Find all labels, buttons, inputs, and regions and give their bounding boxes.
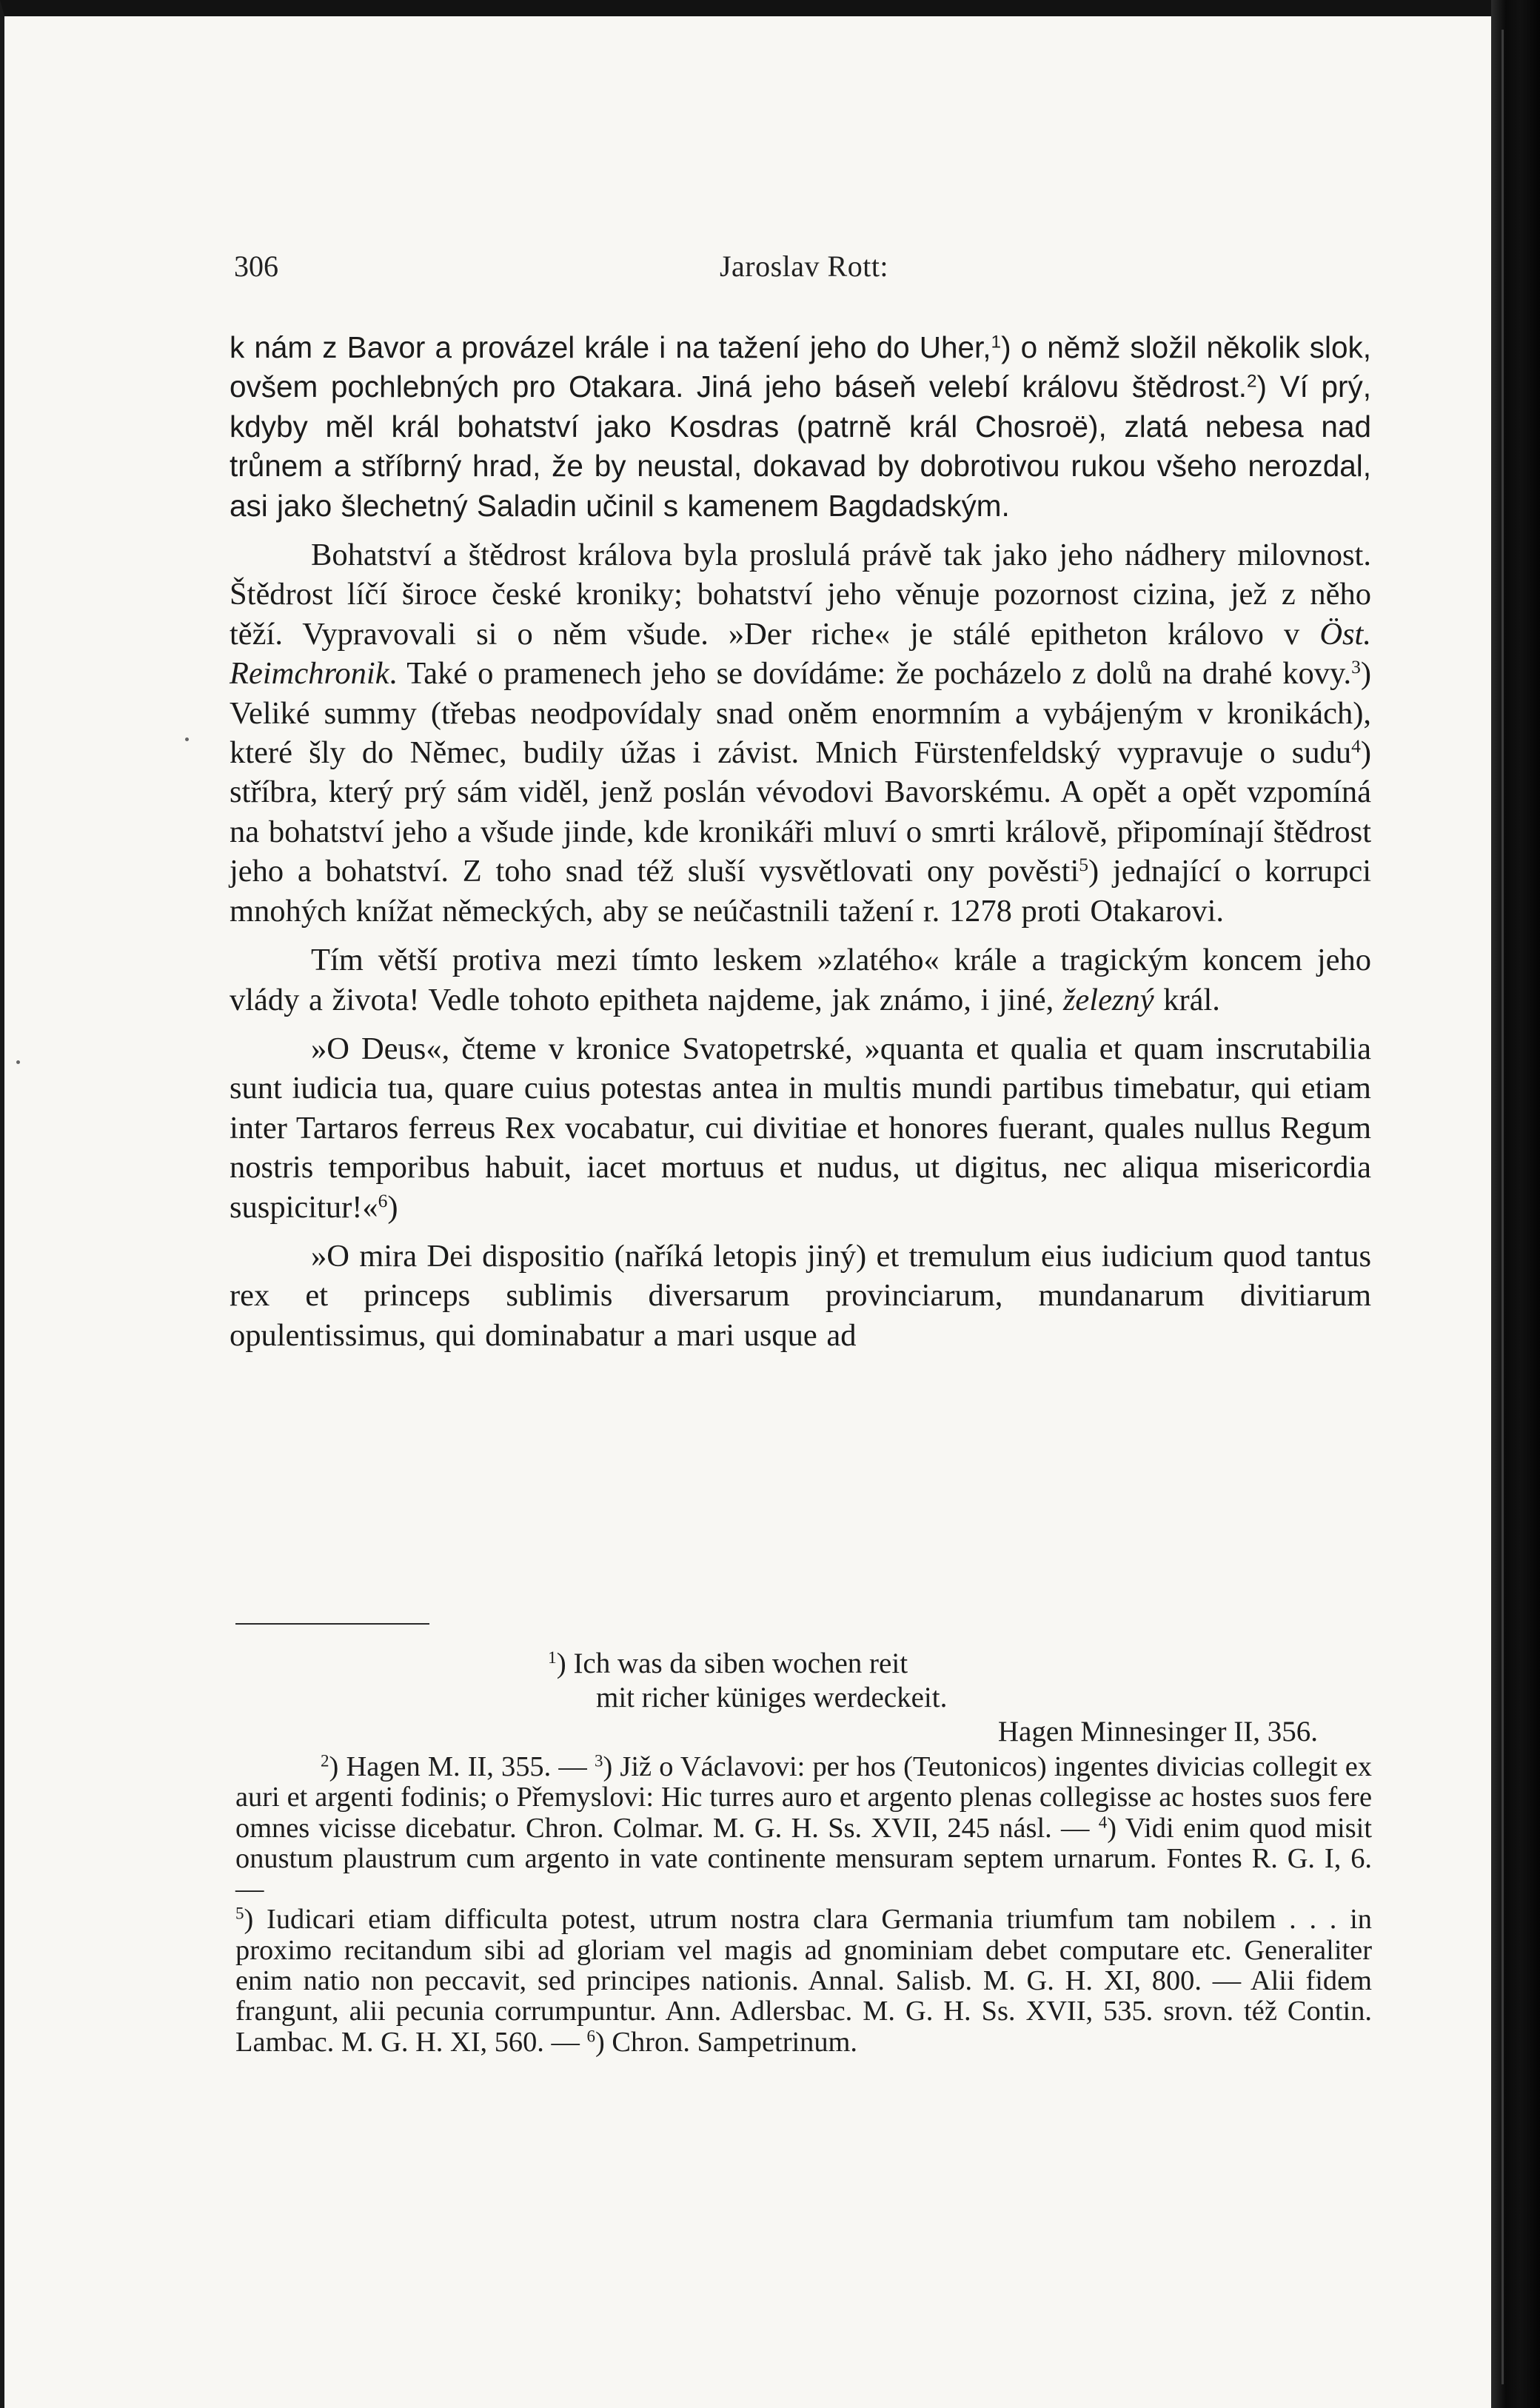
footnote-ref: 2 (1247, 372, 1257, 392)
paragraph-2 (230, 535, 1371, 931)
text-run: »O mira Dei dispositio (naříká letopis jiný) et tremulum eius iudicium quod tantus rex et princeps sublimis diversarum provinciarum, mundanarum divitiarum opulentissimus, qui dominabatur a mari usque ad (230, 1238, 1371, 1353)
italic-title: Öst. Reimchronik (230, 616, 1371, 692)
book-spine-edge (1491, 0, 1540, 2408)
footnote-number: 4 (1098, 1811, 1108, 1831)
text-run: Tím větší protiva mezi tímto leskem »zlatého« krále a tragickým koncem jeho vlády a života! Vedle tohoto epitheta najdeme, jak známo, i jiné, (230, 943, 1371, 1017)
footnotes-block (235, 1752, 1372, 2058)
main-text (230, 328, 1371, 1355)
scan-speck (16, 1060, 20, 1064)
text-run: ) jednající o korrupci mnohých knížat německých, aby se neúčastnili tažení r. 1278 proti Otakarovi. (230, 854, 1372, 929)
footnote-ref: 5 (1079, 854, 1089, 876)
text-run: Bohatství a štědrost králova byla proslulá právě tak jako jeho nádhery milovnost. Štědrost líčí široce české kroniky; bohatství jeho věnuje pozornost cizina, jež z něho těží. Vypravovali si o něm všude. »Der riche« je stálé epitheton královo v (230, 538, 1371, 652)
footnote-verse-line (548, 1647, 1318, 1681)
paragraph-4 (230, 1029, 1371, 1227)
footnote-number: 2 (321, 1750, 329, 1770)
text-run: ) Vidi enim quod misit onustum plaustrum cum argento in vate continente mensuram septem urnarum. Fontes R. G. I, 6. — (235, 1812, 1372, 1905)
page-header (234, 249, 1374, 284)
footnote-source: Hagen Minnesinger II, 356. (997, 1716, 1318, 1748)
page-edge-line (1502, 30, 1504, 2384)
text-run: ) stříbra, který prý sám viděl, jenž poslán vévodovi Bavorskému. A opět a opět vzpomíná na bohatství jeho a všude jinde, kde kronikáři mluví o smrti královĕ, připomínají štědrost jeho a bohatství. Z toho snad též sluší vysvětlovati ony pověsti (230, 735, 1371, 889)
footnote-ref: 3 (1351, 656, 1361, 678)
footnote-number: 3 (594, 1750, 603, 1770)
text-run: ) Veliké summy (třebas neodpovídaly snad oněm enormním a vybájeným v kronikách), které šly do Němec, budily úžas i závist. Mnich Fürstenfeldský vypravuje o sudu (230, 656, 1371, 771)
footnote-ref: 6 (378, 1189, 388, 1211)
text-run: ) Již o Václavovi: per hos (Teutonicos) ingentes divicias collegit ex auri et argenti fodinis; o Přemyslovi: Hic turres auro et argento plenas collegisse ac hostes suos fere omnes vicisse dicebatur. Chron. Colmar. M. G. H. Ss. XVII, 245 násl. — (235, 1751, 1372, 1844)
text-run: ) Ví prý, kdyby měl král bohatství jako Kosdras (patrně král Chosroë), zlatá nebesa nad trůnem a stříbrný hrad, že by neustal, dokavad by dobrotivou rukou všeho nerozdal, asi jako šlechetný Saladin učinil s kamenem Bagdadským. (230, 369, 1371, 523)
running-title: Jaroslav Rott: (719, 250, 889, 283)
text-run: král. (1163, 982, 1220, 1017)
paragraph-5 (230, 1237, 1371, 1355)
text-run: ) Ich was da siben wochen reit (556, 1648, 908, 1679)
footnote-number: 1 (548, 1648, 557, 1668)
text-run: ) o němž složil několik slok, ovšem pochlebných pro Otakara. Jiná jeho báseň velebí královu štědrost. (230, 330, 1371, 404)
footnote-number: 5 (235, 1903, 244, 1923)
text-run: ) Iudicari etiam difficulta potest, utrum nostra clara Germania triumfum tam nobilem . . . in proximo recitandum sibi ad gloriam vel magis ad gnominiam debet computare etc. Generaliter enim natio non peccavit, sed principes nationis. Annal. Salisb. M. G. H. XI, 800. — Alii fidem frangunt, alii pecunia corrumpuntur. Ann. Adlersbac. M. G. H. Ss. XVII, 535. srovn. též Contin. Lambac. M. G. H. XI, 560. — (235, 1904, 1372, 2058)
footnote-separator (235, 1623, 429, 1625)
footnote-verse-line: mit richer küniges werdeckeit. (596, 1682, 948, 1713)
paragraph-3 (230, 940, 1371, 1020)
page-number: 306 (234, 250, 278, 283)
text-run: . Také o pramenech jeho se dovídáme: že pocházelo z dolů na drahé kovy. (389, 656, 1352, 692)
footnotes-2-4 (235, 1752, 1372, 1904)
footnote-ref: 4 (1351, 735, 1361, 757)
footnotes-5-6 (235, 1904, 1372, 2057)
footnote-number: 6 (586, 2026, 595, 2045)
text-run: ) Chron. Sampetrinum. (595, 2026, 857, 2058)
text-run: k nám z Bavor a provázel krále i na tažení jeho do Uher, (230, 330, 991, 364)
scan-speck (185, 738, 189, 741)
text-run: »O Deus«, čteme v kronice Svatopetrské, »quanta et qualia et quam inscrutabilia sunt iudicia tua, quare cuius potestas antea in multis mundi partibus timebatur, qui etiam inter Tartaros ferreus Rex vocabatur, cui divitiae et honores fuerant, quales nullus Regum nostris temporibus habuit, iacet mortuus et nudus, ut digitus, nec aliqua misericordia suspicitur!« (230, 1031, 1371, 1225)
text-run: ) (387, 1189, 398, 1225)
italic-word: železný (1062, 982, 1154, 1017)
footnote-ref: 1 (991, 332, 1002, 352)
paragraph-1 (230, 328, 1371, 526)
text-run: ) Hagen M. II, 355. — (329, 1751, 595, 1782)
footnote-1 (548, 1647, 1318, 1749)
